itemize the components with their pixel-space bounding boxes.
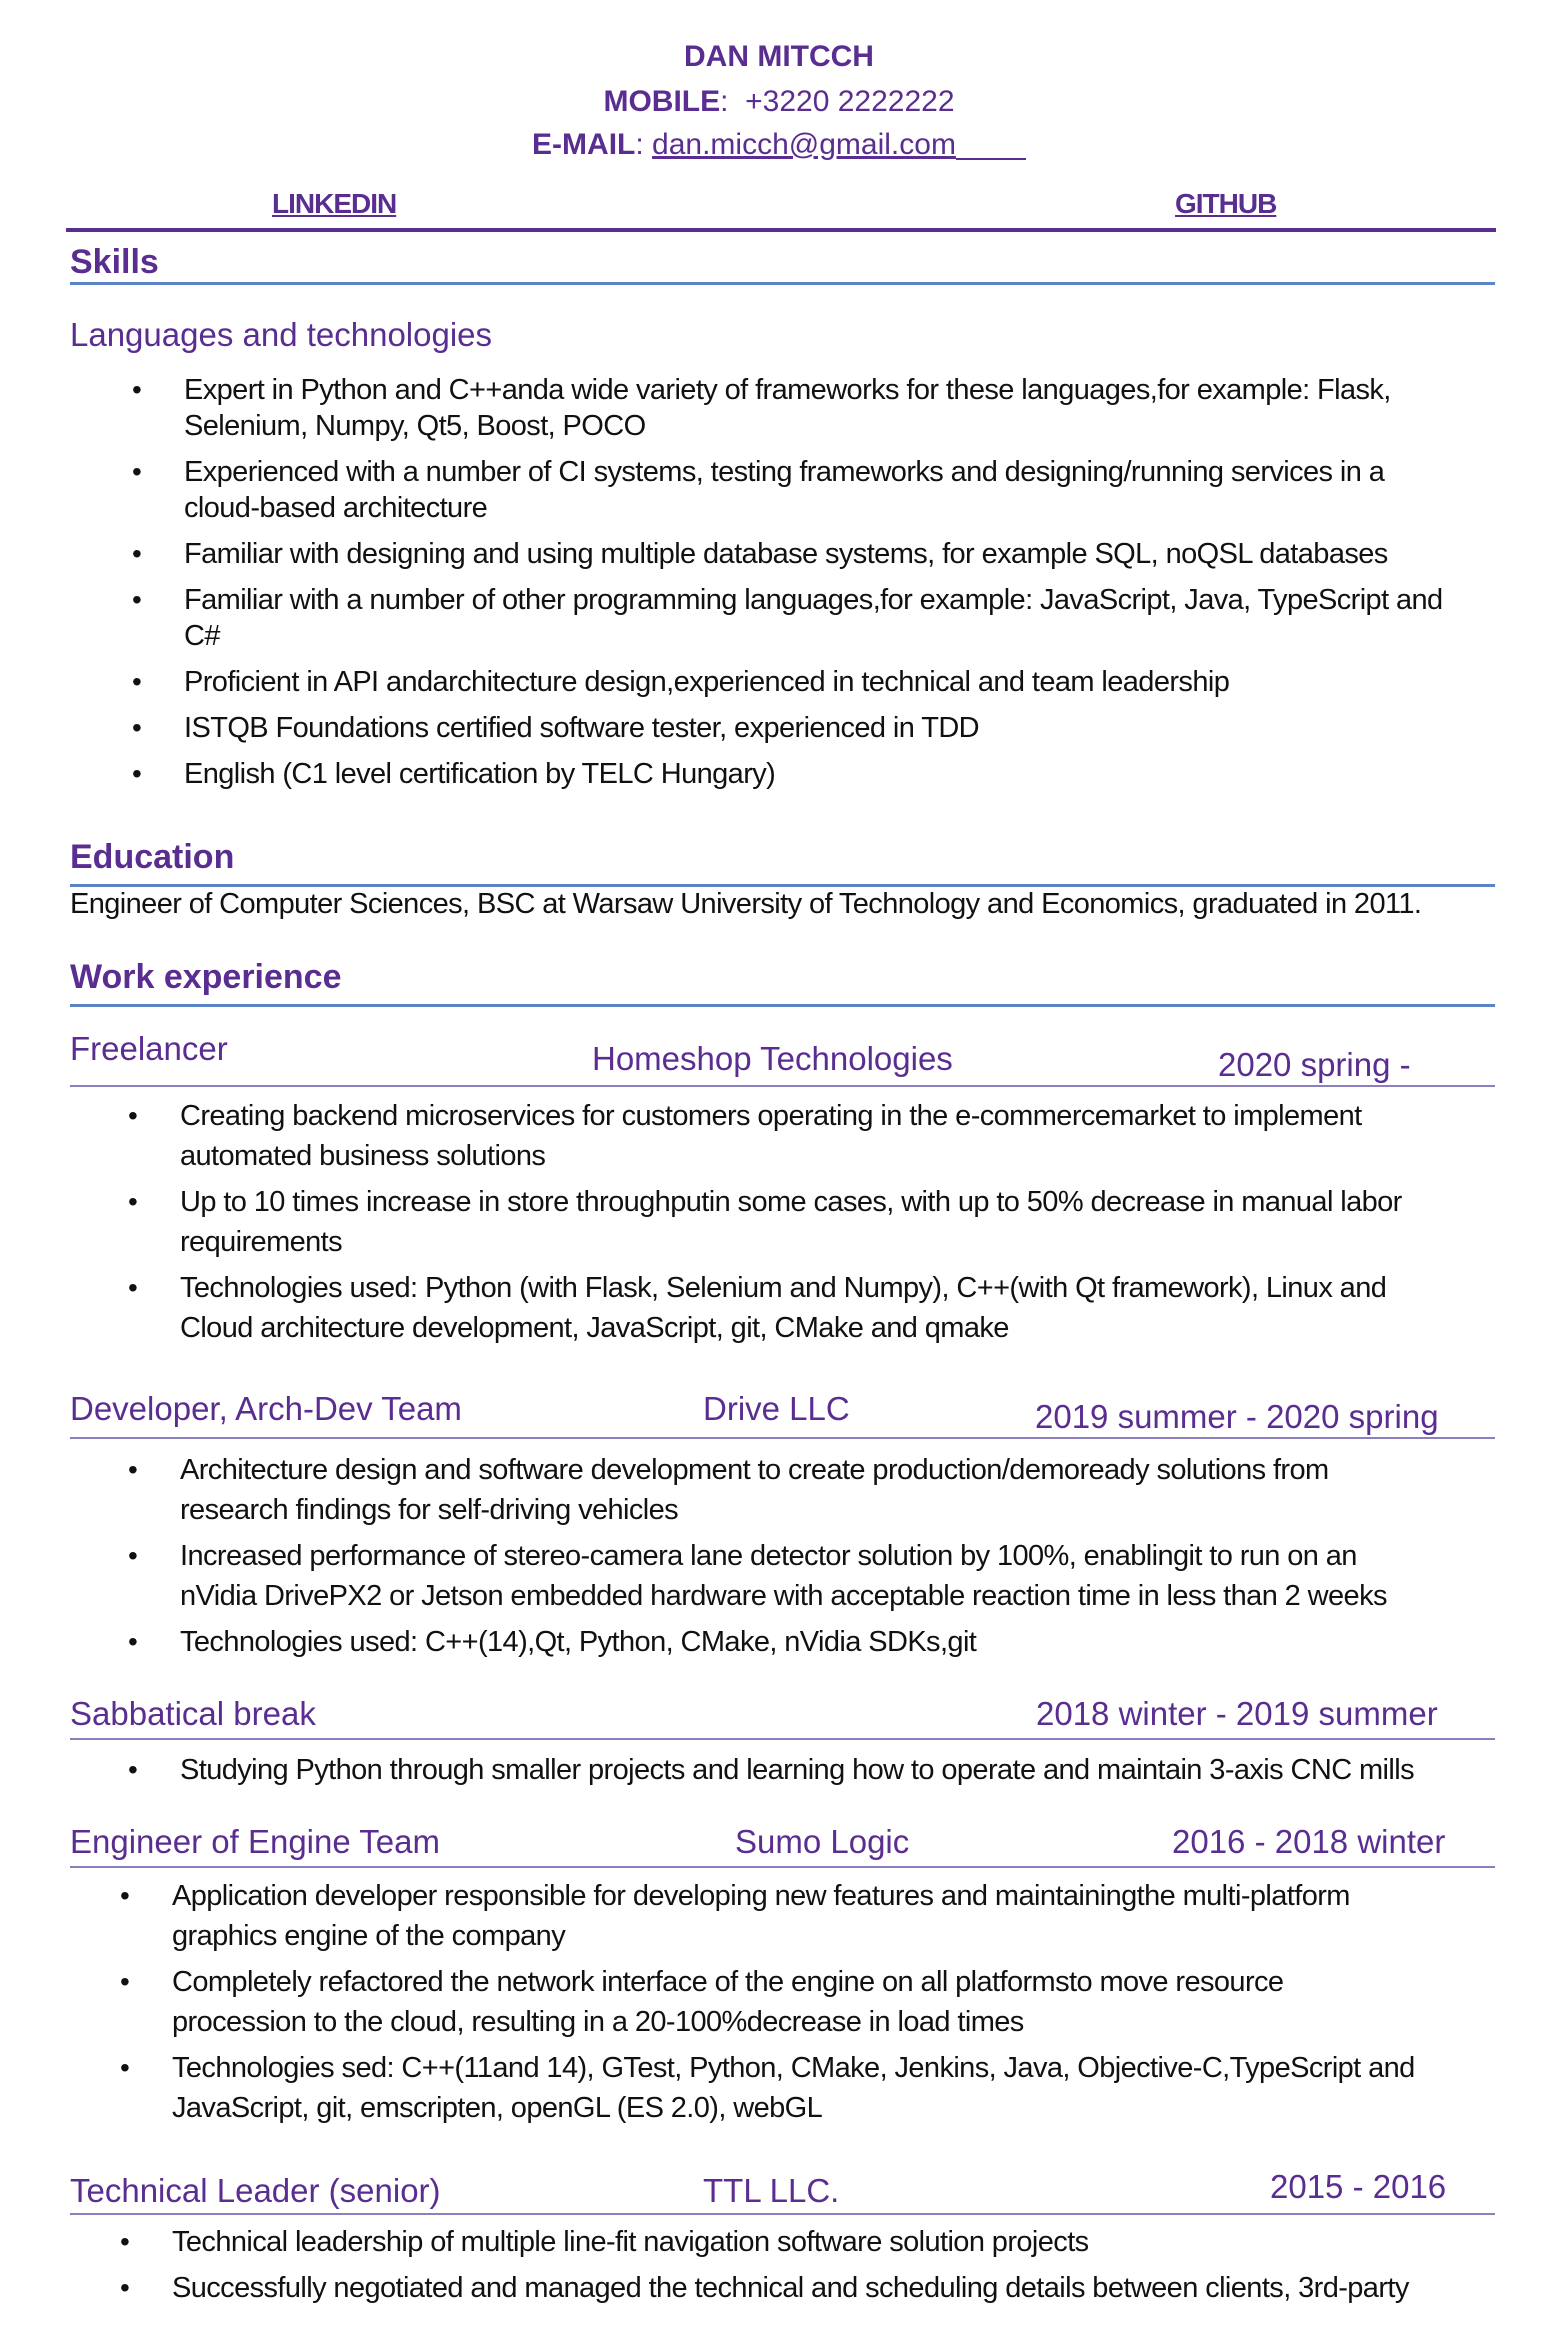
job-period: 2016 - 2018 winter — [1172, 1823, 1446, 1860]
bullet-item — [128, 1536, 1528, 1616]
bullet-text: Proficient in API andarchitecture design,experienced in technical and team leadership — [184, 666, 1230, 698]
education-heading: Education — [70, 838, 235, 876]
bullet-text: English (C1 level certification by TELC Hungary) — [184, 758, 776, 790]
bullet-text: Expert in Python and C++anda wide variety of frameworks for these languages,for example: Flask, — [184, 374, 1391, 406]
bullet-text: graphics engine of the company — [172, 1920, 566, 1952]
job-period: 2019 summer - 2020 spring — [1035, 1398, 1439, 1435]
email-link[interactable]: dan.micch@gmail.com — [652, 128, 956, 161]
bullet-text: requirements — [180, 1226, 343, 1258]
bullet-item — [132, 582, 1552, 654]
job-company: Homeshop Technologies — [592, 1040, 953, 1077]
email-underline — [956, 158, 1026, 160]
bullet-icon: • — [128, 1272, 138, 1303]
bullet-text: Familiar with designing and using multiple database systems, for example SQL, noQSL databases — [184, 538, 1388, 570]
skills-heading: Skills — [70, 243, 159, 281]
bullet-item — [132, 664, 1552, 700]
bullet-text: nVidia DrivePX2 or Jetson embedded hardware with acceptable reaction time in less than 2 weeks — [180, 1580, 1387, 1612]
header-divider — [66, 228, 1496, 232]
bullet-text: Technical leadership of multiple line-fit navigation software solution projects — [172, 2226, 1089, 2258]
bullet-item — [120, 1876, 1530, 1956]
skills-divider — [70, 282, 1495, 285]
job-bullets — [128, 1750, 1528, 1796]
bullet-text: JavaScript, git, emscripten, openGL (ES 2.0), webGL — [172, 2092, 823, 2124]
bullet-icon: • — [120, 2052, 130, 2083]
bullet-item — [120, 1962, 1530, 2042]
bullet-text: Technologies sed: C++(11and 14), GTest, Python, CMake, Jenkins, Java, Objective-C,TypeScript and — [172, 2052, 1415, 2084]
skills-subheading: Languages and technologies — [70, 316, 493, 353]
job-divider — [70, 1437, 1495, 1439]
job-divider — [70, 1085, 1495, 1087]
bullet-text: Creating backend microservices for customers operating in the e-commercemarket to implement — [180, 1100, 1362, 1132]
bullet-icon: • — [128, 1100, 138, 1131]
bullet-text: Application developer responsible for developing new features and maintainingthe multi-platform — [172, 1880, 1350, 1912]
mobile-number: +3220 2222222 — [745, 85, 955, 118]
job-company: Drive LLC — [703, 1390, 850, 1427]
bullet-text: automated business solutions — [180, 1140, 546, 1172]
job-bullets — [128, 1450, 1528, 1668]
education-divider — [70, 884, 1495, 887]
bullet-icon: • — [132, 758, 142, 789]
bullet-text: ISTQB Foundations certified software tester, experienced in TDD — [184, 712, 980, 744]
bullet-text: Up to 10 times increase in store throughputin some cases, with up to 50% decrease in manual labor — [180, 1186, 1402, 1218]
bullet-text: Completely refactored the network interface of the engine on all platformsto move resource — [172, 1966, 1284, 1998]
email-label: E-MAIL — [532, 128, 636, 161]
job-title: Technical Leader (senior) — [70, 2172, 441, 2209]
bullet-icon: • — [128, 1754, 138, 1785]
bullet-item — [132, 536, 1552, 572]
linkedin-link[interactable]: LINKEDIN — [272, 188, 397, 219]
bullet-item — [128, 1182, 1528, 1262]
education-text: Engineer of Computer Sciences, BSC at Warsaw University of Technology and Economics, graduated in 2011. — [70, 888, 1422, 920]
bullet-item — [128, 1450, 1528, 1530]
bullet-item — [120, 2268, 1540, 2308]
bullet-icon: • — [132, 584, 142, 615]
job-divider — [70, 1738, 1495, 1740]
bullet-text: Selenium, Numpy, Qt5, Boost, POCO — [184, 410, 646, 442]
bullet-item — [120, 2048, 1530, 2128]
bullet-icon: • — [132, 374, 142, 405]
job-divider — [70, 2213, 1495, 2215]
bullet-icon: • — [120, 2272, 130, 2303]
bullet-text: C# — [184, 620, 220, 652]
bullet-item — [128, 1622, 1528, 1662]
bullet-item — [128, 1268, 1528, 1348]
bullet-icon: • — [128, 1454, 138, 1485]
job-divider — [70, 1866, 1495, 1868]
job-period: 2015 - 2016 — [1270, 2168, 1447, 2205]
bullet-icon: • — [120, 2226, 130, 2257]
bullet-item — [120, 2222, 1540, 2262]
bullet-icon: • — [128, 1626, 138, 1657]
bullet-item — [132, 710, 1552, 746]
job-company: Sumo Logic — [735, 1823, 910, 1860]
mobile-line: MOBILE: +3220 2222222 — [603, 85, 955, 118]
email-line: E-MAIL: dan.micch@gmail.com — [0, 128, 1558, 162]
bullet-text: Technologies used: Python (with Flask, Selenium and Numpy), C++(with Qt framework), Linux and — [180, 1272, 1387, 1304]
bullet-item — [132, 454, 1552, 526]
skills-list — [132, 372, 1552, 802]
bullet-text: Architecture design and software development to create production/demoready solutions from — [180, 1454, 1329, 1486]
bullet-item — [128, 1096, 1528, 1176]
bullet-icon: • — [132, 456, 142, 487]
bullet-text: Cloud architecture development, JavaScript, git, CMake and qmake — [180, 1312, 1009, 1344]
bullet-icon: • — [120, 1966, 130, 1997]
work-heading: Work experience — [70, 958, 342, 996]
bullet-text: Experienced with a number of CI systems, testing frameworks and designing/running services in a — [184, 456, 1385, 488]
job-title: Engineer of Engine Team — [70, 1823, 440, 1860]
bullet-item — [132, 756, 1552, 792]
bullet-icon: • — [132, 712, 142, 743]
mobile-label: MOBILE — [603, 85, 721, 118]
bullet-item — [132, 372, 1552, 444]
job-bullets — [120, 1876, 1530, 2134]
job-bullets — [120, 2222, 1540, 2314]
job-bullets — [128, 1096, 1528, 1354]
work-divider — [70, 1004, 1495, 1007]
bullet-text: Familiar with a number of other programming languages,for example: JavaScript, Java, TypeScript and — [184, 584, 1443, 616]
job-company: TTL LLC. — [703, 2172, 840, 2209]
job-title: Sabbatical break — [70, 1695, 316, 1732]
bullet-icon: • — [132, 666, 142, 697]
job-title: Developer, Arch-Dev Team — [70, 1390, 462, 1427]
bullet-text: Successfully negotiated and managed the technical and scheduling details between clients, 3rd-party — [172, 2272, 1409, 2304]
bullet-icon: • — [128, 1186, 138, 1217]
bullet-text: procession to the cloud, resulting in a 20-100%decrease in load times — [172, 2006, 1024, 2038]
bullet-text: Studying Python through smaller projects and learning how to operate and maintain 3-axis CNC mills — [180, 1754, 1414, 1786]
bullet-icon: • — [128, 1540, 138, 1571]
job-title: Freelancer — [70, 1030, 228, 1067]
bullet-text: Increased performance of stereo-camera lane detector solution by 100%, enablingit to run on an — [180, 1540, 1357, 1572]
bullet-text: cloud-based architecture — [184, 492, 488, 524]
bullet-text: research findings for self-driving vehicles — [180, 1494, 679, 1526]
job-period: 2018 winter - 2019 summer — [1036, 1695, 1438, 1732]
bullet-item — [128, 1750, 1528, 1790]
bullet-text: Technologies used: C++(14),Qt, Python, CMake, nVidia SDKs,git — [180, 1626, 977, 1658]
bullet-icon: • — [132, 538, 142, 569]
candidate-name: DAN MITCCH — [684, 40, 874, 73]
job-period: 2020 spring - — [1218, 1046, 1411, 1083]
bullet-icon: • — [120, 1880, 130, 1911]
github-link[interactable]: GITHUB — [1175, 188, 1277, 219]
